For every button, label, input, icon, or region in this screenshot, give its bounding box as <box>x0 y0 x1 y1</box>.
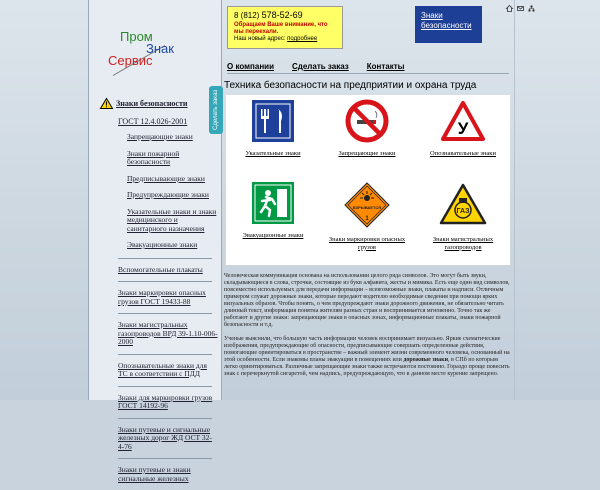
category-hazmat-signs[interactable] <box>322 181 412 251</box>
nav-divider <box>118 354 212 355</box>
category-caption: Знаки маркировки опасных грузов <box>328 236 406 251</box>
address-label: Наш новый адрес: <box>234 36 286 42</box>
phone-number <box>234 10 336 20</box>
exit-sign-icon <box>251 181 295 225</box>
moved-notice: Обращаем Ваше внимание, что мы переехали. <box>234 22 328 35</box>
category-prohibiting-signs[interactable] <box>322 99 412 158</box>
svg-text:1: 1 <box>365 216 369 222</box>
article-text-run: , в СПб по которым легко ориентироваться. Различные запрещающие знаки также встречаются постоянно. Гораздо проще повесить знак с перечеркнутой сигаретой, чем надпись, предупреждающую, что в данном месте курение запрещено. <box>224 357 510 377</box>
category-caption: Опознавательные знаки <box>430 150 496 157</box>
nav-sub-item[interactable]: Запрещающие знаки <box>127 132 193 141</box>
nav-divider <box>118 258 212 259</box>
nav-main-item[interactable]: Знаки путевые и сигнальные железных дорог ЖД ОСТ 32-4-76 <box>118 424 212 451</box>
article-text <box>224 273 512 385</box>
article-paragraph: Человеческая коммуникация основана на использовании целого ряда символов. Это могут быть звуки, складывающиеся в слова, строчки, состоящие из букв алфавита, жесты и мимика. Есть еще один вид символов, повсеместно используемых для передачи информации – всевозможные знаки, плакаты и надписи. Отличным примером служат дорожные знаки, которые передают водителю необходимые сведения при помощи ярких визуальных образов. Чтобы понять, о чем предупреждают знаки дорожного движения, не обязательно читать длинный текст, информация понятна жителям разных стран и воспринимается мгновенно. Точно так же работают и другие знаки: запрещающие знаки в опасных зонах, информационные плакаты, знаки пожарной безопасности и т.д. <box>224 273 510 328</box>
y-triangle-sign-icon <box>441 99 485 143</box>
menu-order[interactable]: Сделать заказ <box>292 62 349 71</box>
logo-word-servis: Сервис <box>108 53 153 68</box>
nav-main-item[interactable]: Знаки магистральных газопроводов ВРД 39-1.10-006-2000 <box>118 320 218 346</box>
category-caption: Эвакуационные знаки <box>242 232 304 239</box>
nav-main-item[interactable]: Знаки путевые и знаки сигнальные железных <box>118 465 191 483</box>
sitemap-icon[interactable] <box>528 5 535 12</box>
category-caption: Указательные знаки <box>245 150 301 157</box>
nav-sub-item[interactable]: Эвакуационные знаки <box>127 240 198 249</box>
nav-main-item[interactable]: Знаки для маркировки грузов ГОСТ 14192-96 <box>118 392 213 410</box>
content-border <box>514 0 515 400</box>
article-text-run: Ученые выяснили, что большую часть информации человек воспринимает визуально. Яркие схематические изображения, предупреждающие об опасности, предписывающие совершать определенные действия, помогающие ориентироваться в пространстве – важный элемент жизни современного человека, основанный на этой особенности. Если знакомы планы эвакуации в помещениях или <box>224 336 510 363</box>
nav-divider <box>118 458 212 459</box>
no-smoking-sign-icon <box>345 99 389 143</box>
category-identification-signs[interactable] <box>418 99 508 158</box>
nav-sub-item[interactable]: Знаки пожарной безопасности <box>127 148 180 166</box>
explosive-sign-text: ВЗРЫВАЕТСЯ <box>352 205 382 210</box>
gas-sign-text: ГАЗ <box>456 208 470 215</box>
home-icon[interactable] <box>506 5 513 12</box>
article-text-bold: дорожные знаки <box>403 357 449 363</box>
explosive-diamond-icon <box>343 181 391 229</box>
category-grid <box>226 95 510 265</box>
page-title: Техника безопасности на предприятии и охрана труда <box>224 80 477 91</box>
nav-divider <box>118 281 212 282</box>
nav-main-item[interactable]: Знаки маркировки опасных грузов ГОСТ 19433-88 <box>118 288 206 306</box>
menu-contacts[interactable]: Контакты <box>366 62 405 71</box>
nav-sub-item[interactable]: Указательные знаки и знаки медицинского и санитарного назначения <box>127 206 217 233</box>
address-details-link[interactable]: подробнее <box>287 36 318 42</box>
gas-triangle-sign-icon <box>439 181 487 229</box>
svg-text:У: У <box>457 119 469 138</box>
contact-notice-box <box>227 6 343 49</box>
nav-sub-item[interactable]: Предупреждающие знаки <box>127 190 209 199</box>
new-address <box>234 36 336 43</box>
nav-divider <box>118 313 212 314</box>
nav-divider <box>118 386 212 387</box>
nav-main-item[interactable]: Вспомогательные плакаты <box>118 264 203 274</box>
article-paragraph <box>224 336 512 378</box>
safety-signs-banner[interactable] <box>415 6 482 43</box>
top-menu <box>227 62 404 71</box>
logo-word-znak: Знак <box>146 41 174 56</box>
nav-safety-signs-link[interactable]: Знаки безопасности <box>116 99 188 108</box>
warning-triangle-icon <box>100 98 113 109</box>
sidebar-nav <box>100 98 218 490</box>
nav-section-header[interactable] <box>100 98 218 109</box>
order-feedback-tab[interactable]: Сделать заказ <box>209 86 223 134</box>
fork-knife-sign-icon <box>251 99 295 143</box>
site-logo[interactable] <box>106 24 216 80</box>
phone-prefix: 8 (812) <box>234 11 260 20</box>
category-caption: Запрещающие знаки <box>338 150 396 157</box>
category-evacuation-signs[interactable] <box>228 181 318 240</box>
nav-gost-link[interactable]: ГОСТ 12.4.026-2001 <box>118 117 188 126</box>
nav-divider <box>118 418 212 419</box>
category-caption: Знаки магистральных газопроводов <box>432 236 494 251</box>
category-gas-pipeline-signs[interactable] <box>418 181 508 251</box>
logo-word-prom: Пром <box>120 29 153 44</box>
nav-main-item[interactable]: Опознавательные знаки для ТС в соответствии с ПДД <box>118 360 207 378</box>
mail-icon[interactable] <box>517 5 524 12</box>
top-icon-bar <box>506 5 535 12</box>
phone-digits: 578-52-69 <box>261 10 303 20</box>
nav-sub-item[interactable]: Предписывающие знаки <box>127 173 205 183</box>
banner-label: Знаки безопасности <box>421 11 472 30</box>
category-pointer-signs[interactable] <box>228 99 318 158</box>
menu-underline <box>227 73 509 74</box>
menu-about[interactable]: О компании <box>227 62 274 71</box>
